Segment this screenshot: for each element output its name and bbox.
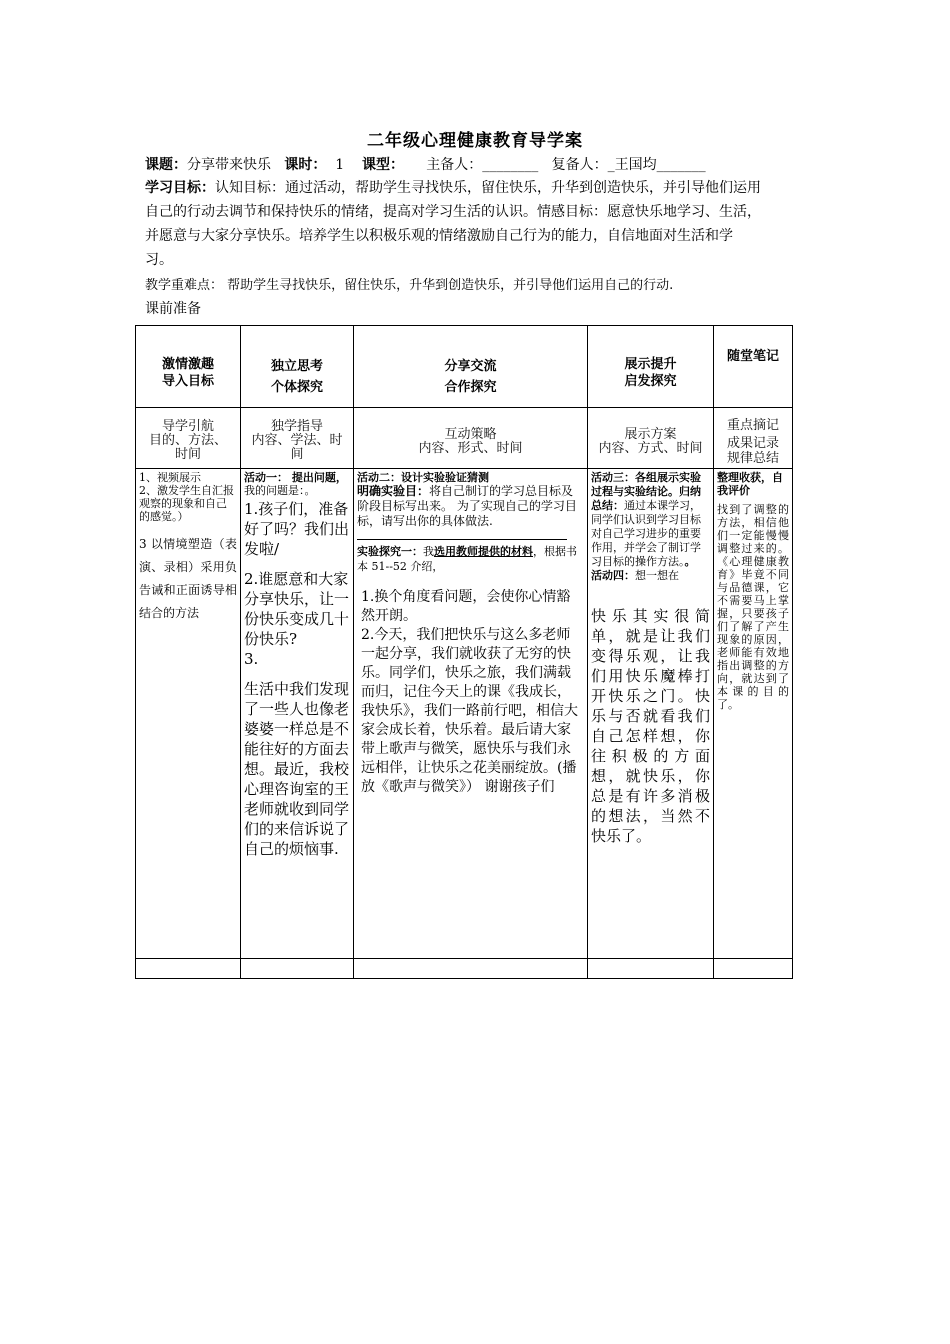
answer-line [357, 531, 567, 540]
objectives-line-1 [145, 177, 815, 200]
col1-text-1: 1、视频展示 [139, 471, 201, 484]
pre-class-label: 课前准备 [145, 301, 201, 317]
subheader-line: 时间 [174, 447, 201, 462]
experiment-prefix: 我 [423, 545, 434, 558]
subheader-line: 规律总结 [726, 451, 779, 466]
experiment-text: ，根据书本 51--52 介绍， [357, 545, 577, 573]
key-points: 教学重难点： 帮助学生寻找快乐，留住快乐，升华到创造快乐，并引导他们运用自己的行动. [145, 278, 674, 293]
activity-1-text: 我的问题是：。 [244, 484, 316, 497]
table-subheader-row [136, 408, 793, 469]
table-empty-row [136, 959, 793, 979]
summary-label: 整理收获，自我评价 [717, 471, 783, 497]
table-header-row [136, 326, 793, 408]
col2-cell [241, 469, 354, 959]
col3-cell [354, 469, 588, 959]
col4-para-1: 快乐其实很简单，就是让我们变得乐观，让我们用快乐魔棒打开快乐之门。快乐与否就看我们自己怎样想，你往积极的方面想，就快乐，你总是有许多消极的想法，当然不快乐了。 [591, 607, 710, 845]
subheader-line: 目的、方法、 [148, 433, 227, 448]
objectives-label: 学习目标： [145, 180, 215, 196]
header-cell [714, 326, 793, 408]
col2-para-4: 生活中我们发现了一些人也像老婆婆一样总是不能往好的方面去想。最近，我校心理咨询室的王老师就收到同学们的来信诉说了自己的烦恼事. [244, 680, 350, 858]
summary-text: 找到了调整的方法，相信他们一定能慢慢调整过来的。《心理健康教育》毕竟不同与品德课，它不需要马上掌握，只要孩子们了解了产生现象的原因，老师能有效地指出调整的方向，就达到了本课的目的了。 [717, 503, 789, 711]
header-cell [588, 326, 714, 408]
objectives-line-2: 自己的行动去调节和保持快乐的情绪，提高对学习生活的认识。情感目标：愿意快乐地学习、生活， [145, 204, 761, 220]
type-label: 课型： [362, 157, 404, 173]
activity-4-label: 活动四： [591, 569, 635, 582]
col1-text-3: 3 以情境塑造（表演、录相）采用负告诫和正面诱导相结合的方法 [139, 537, 237, 620]
preparer-value: ________ [482, 157, 539, 173]
subheader-line: 重点摘记 [726, 418, 779, 433]
col2-para-1: 1.孩子们，准备好了吗？我们出发啦/ [244, 500, 350, 558]
hours-label: 课时： [284, 157, 327, 173]
objectives-line-3: 并愿意与大家分享快乐。培养学生以积极乐观的情绪激励自己行为的能力，自信地面对生活和学 [145, 228, 733, 244]
activity-3-text: 通过本课学习，同学们认识到学习目标对自己学习进步的重要作用，并学会了制订学习目标的操作方法。 [591, 499, 701, 568]
subheader-line: 内容、学法、时 [251, 433, 343, 448]
lesson-table [135, 325, 793, 979]
activity-3-end: 。 [684, 555, 696, 568]
reviewer-value: _王国均_______ [607, 157, 706, 173]
header-line-2: 导入目标 [161, 374, 214, 389]
header-cell [354, 326, 588, 408]
col1-text-2: 2、激发学生自汇报观察的现象和自己的感觉。） [139, 484, 234, 523]
subheader-cell [714, 408, 793, 469]
subheader-cell [136, 408, 241, 469]
topic-value: 分享带来快乐 [187, 157, 271, 173]
experiment-label: 实验探究一： [357, 545, 423, 558]
subheader-line: 成果记录 [726, 436, 779, 451]
activity-4-text: 想一想在 [635, 569, 679, 582]
header-line-2: 个体探究 [270, 380, 323, 395]
col5-cell [714, 469, 793, 959]
subheader-line: 内容、形式、时间 [418, 441, 523, 456]
header-line-1: 展示提升 [624, 357, 677, 372]
header-line-1: 随堂笔记 [726, 349, 779, 364]
table-content-row [136, 469, 793, 959]
preparer-label: 主备人： [426, 157, 483, 173]
empty-cell [136, 959, 241, 979]
subheader-cell [241, 408, 354, 469]
empty-cell [354, 959, 588, 979]
activity-2-label: 活动二：设计实验验证猜测 [357, 471, 489, 484]
col1-cell [136, 469, 241, 959]
reviewer-label: 复备人： [551, 157, 608, 173]
subheader-line: 互动策略 [444, 427, 497, 442]
objectives-text-1: 认知目标：通过活动，帮助学生寻找快乐，留住快乐，升华到创造快乐，并引导他们运用 [215, 180, 761, 196]
activity-1-label: 活动一： 提出问题， [244, 471, 347, 484]
goal-label: 明确实验目： [357, 484, 430, 498]
header-cell [136, 326, 241, 408]
activity-3-label: 活动三：各组展示实验过程与实验结论。归纳总结： [591, 471, 701, 512]
subheader-line: 导学引航 [161, 419, 214, 434]
header-line [145, 154, 815, 177]
subheader-line: 内容、方式、时间 [598, 441, 703, 456]
col3-para-2: 2.今天，我们把快乐与这么多老师一起分享，我们就收获了无穷的快乐。同学们，快乐之旅，我们满载而归，记住今天上的课《我成长，我快乐》，我们一路前行吧，相信大家会成长着，快乐着。最后请大家带上歌声与微笑，愿快乐与我们永远相伴，让快乐之花美丽绽放。(播放《歌声与微笑》） 谢谢孩子们 [361, 627, 578, 795]
col3-para-1: 1.换个角度看问题，会使你心情豁然开朗。 [361, 589, 571, 624]
header-line-1: 分享交流 [444, 359, 497, 374]
subheader-line: 间 [290, 447, 304, 462]
header-line-2: 启发探究 [624, 374, 677, 389]
subheader-line: 展示方案 [624, 427, 677, 442]
header-line-1: 激情激趣 [161, 357, 214, 372]
subheader-cell [354, 408, 588, 469]
empty-cell [241, 959, 354, 979]
experiment-link: 选用教师提供的材料 [434, 545, 533, 558]
header-line-1: 独立思考 [270, 359, 323, 374]
col2-para-3: 3. [244, 650, 259, 668]
hours-value: 1 [335, 157, 345, 173]
subheader-cell [588, 408, 714, 469]
empty-cell [588, 959, 714, 979]
col4-cell [588, 469, 714, 959]
header-cell [241, 326, 354, 408]
goal-text: 将自己制订的学习总目标及阶段目标写出来。 为了实现自己的学习目标，请写出你的具体做法. [357, 484, 577, 528]
topic-label: 课题： [145, 157, 187, 173]
col2-para-2: 2.谁愿意和大家分享快乐，让一份快乐变成几十份快乐? [244, 570, 350, 648]
subheader-line: 独学指导 [270, 419, 323, 434]
page-title: 二年级心理健康教育导学案 [367, 131, 583, 151]
objectives-line-4: 习。 [145, 252, 173, 268]
empty-cell [714, 959, 793, 979]
header-line-2: 合作探究 [444, 380, 497, 395]
